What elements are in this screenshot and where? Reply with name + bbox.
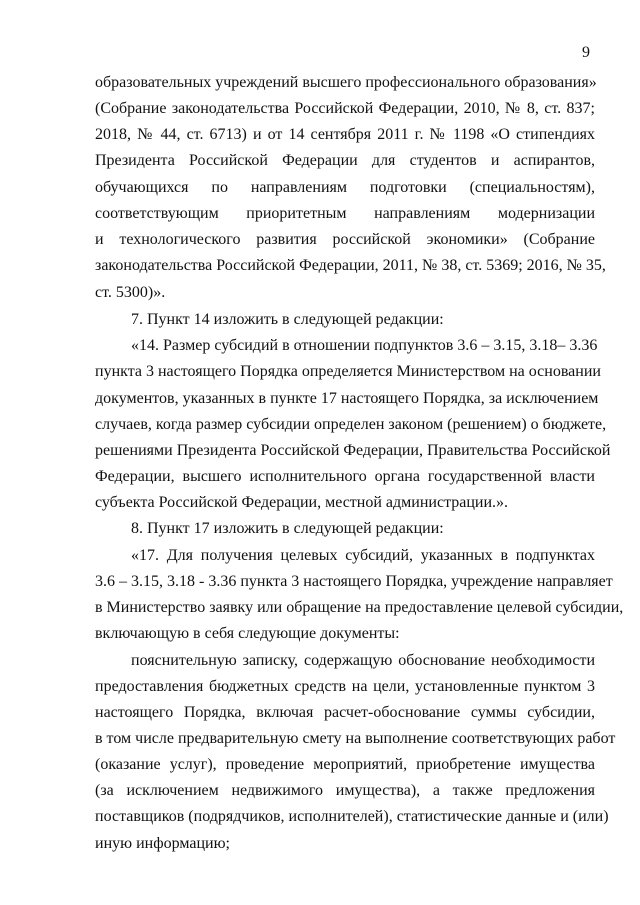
text-line: поставщиков (подрядчиков, исполнителей), статистические данные и (или) bbox=[95, 808, 609, 825]
text-line: ст. 5300)». bbox=[95, 284, 166, 301]
text-line: обучающихся по направлениям подготовки (специальностям), bbox=[95, 179, 595, 196]
text-line: предоставления бюджетных средств на цели, установленные пунктом 3 bbox=[95, 678, 595, 695]
paragraph-heading: 8. Пункт 17 изложить в следующей редакции: bbox=[131, 520, 444, 537]
text-line: соответствующим приоритетным направлениям модернизации bbox=[95, 205, 595, 222]
text-line: «14. Размер субсидий в отношении подпунктов 3.6 – 3.15, 3.18– 3.36 bbox=[131, 337, 598, 354]
text-line: в Министерство заявку или обращение на предоставление целевой субсидии, bbox=[95, 599, 624, 616]
text-line: включающую в себя следующие документы: bbox=[95, 625, 400, 642]
text-line: 2018, № 44, ст. 6713) и от 14 сентября 2011 г. № 1198 «О стипендиях bbox=[95, 126, 595, 143]
text-line: субъекта Российской Федерации, местной администрации.». bbox=[95, 494, 509, 511]
text-line: решениями Президента Российской Федерации, Правительства Российской bbox=[95, 442, 611, 459]
text-line: Федерации, высшего исполнительного органа государственной власти bbox=[95, 468, 595, 485]
text-line: «17. Для получения целевых субсидий, указанных в подпунктах bbox=[131, 547, 595, 564]
text-line: образовательных учреждений высшего профессионального образования» bbox=[95, 74, 597, 91]
text-line: пояснительную записку, содержащую обоснование необходимости bbox=[131, 652, 595, 669]
text-line: иную информацию; bbox=[95, 835, 230, 852]
text-line: Президента Российской Федерации для студентов и аспирантов, bbox=[95, 152, 595, 169]
text-line: 3.6 – 3.15, 3.18 - 3.36 пункта 3 настоящего Порядка, учреждение направляет bbox=[95, 573, 613, 590]
text-line: законодательства Российской Федерации, 2011, № 38, ст. 5369; 2016, № 35, bbox=[95, 257, 606, 274]
text-line: и технологического развития российской экономики» (Собрание bbox=[95, 231, 595, 248]
text-line: пункта 3 настоящего Порядка определяется Министерством на основании bbox=[95, 363, 601, 380]
text-line: в том числе предварительную смету на выполнение соответствующих работ bbox=[95, 730, 616, 747]
text-line: настоящего Порядка, включая расчет-обоснование суммы субсидии, bbox=[95, 704, 595, 721]
page-number: 9 bbox=[582, 44, 590, 61]
text-line: (Собрание законодательства Российской Федерации, 2010, № 8, ст. 837; bbox=[95, 100, 595, 117]
text-line: (оказание услуг), проведение мероприятий, приобретение имущества bbox=[95, 756, 595, 773]
text-line: (за исключением недвижимого имущества), а также предложения bbox=[95, 782, 595, 799]
text-line: документов, указанных в пункте 17 настоящего Порядка, за исключением bbox=[95, 390, 599, 407]
text-line: случаев, когда размер субсидии определен законом (решением) о бюджете, bbox=[95, 416, 607, 433]
paragraph-heading: 7. Пункт 14 изложить в следующей редакции: bbox=[131, 311, 444, 328]
